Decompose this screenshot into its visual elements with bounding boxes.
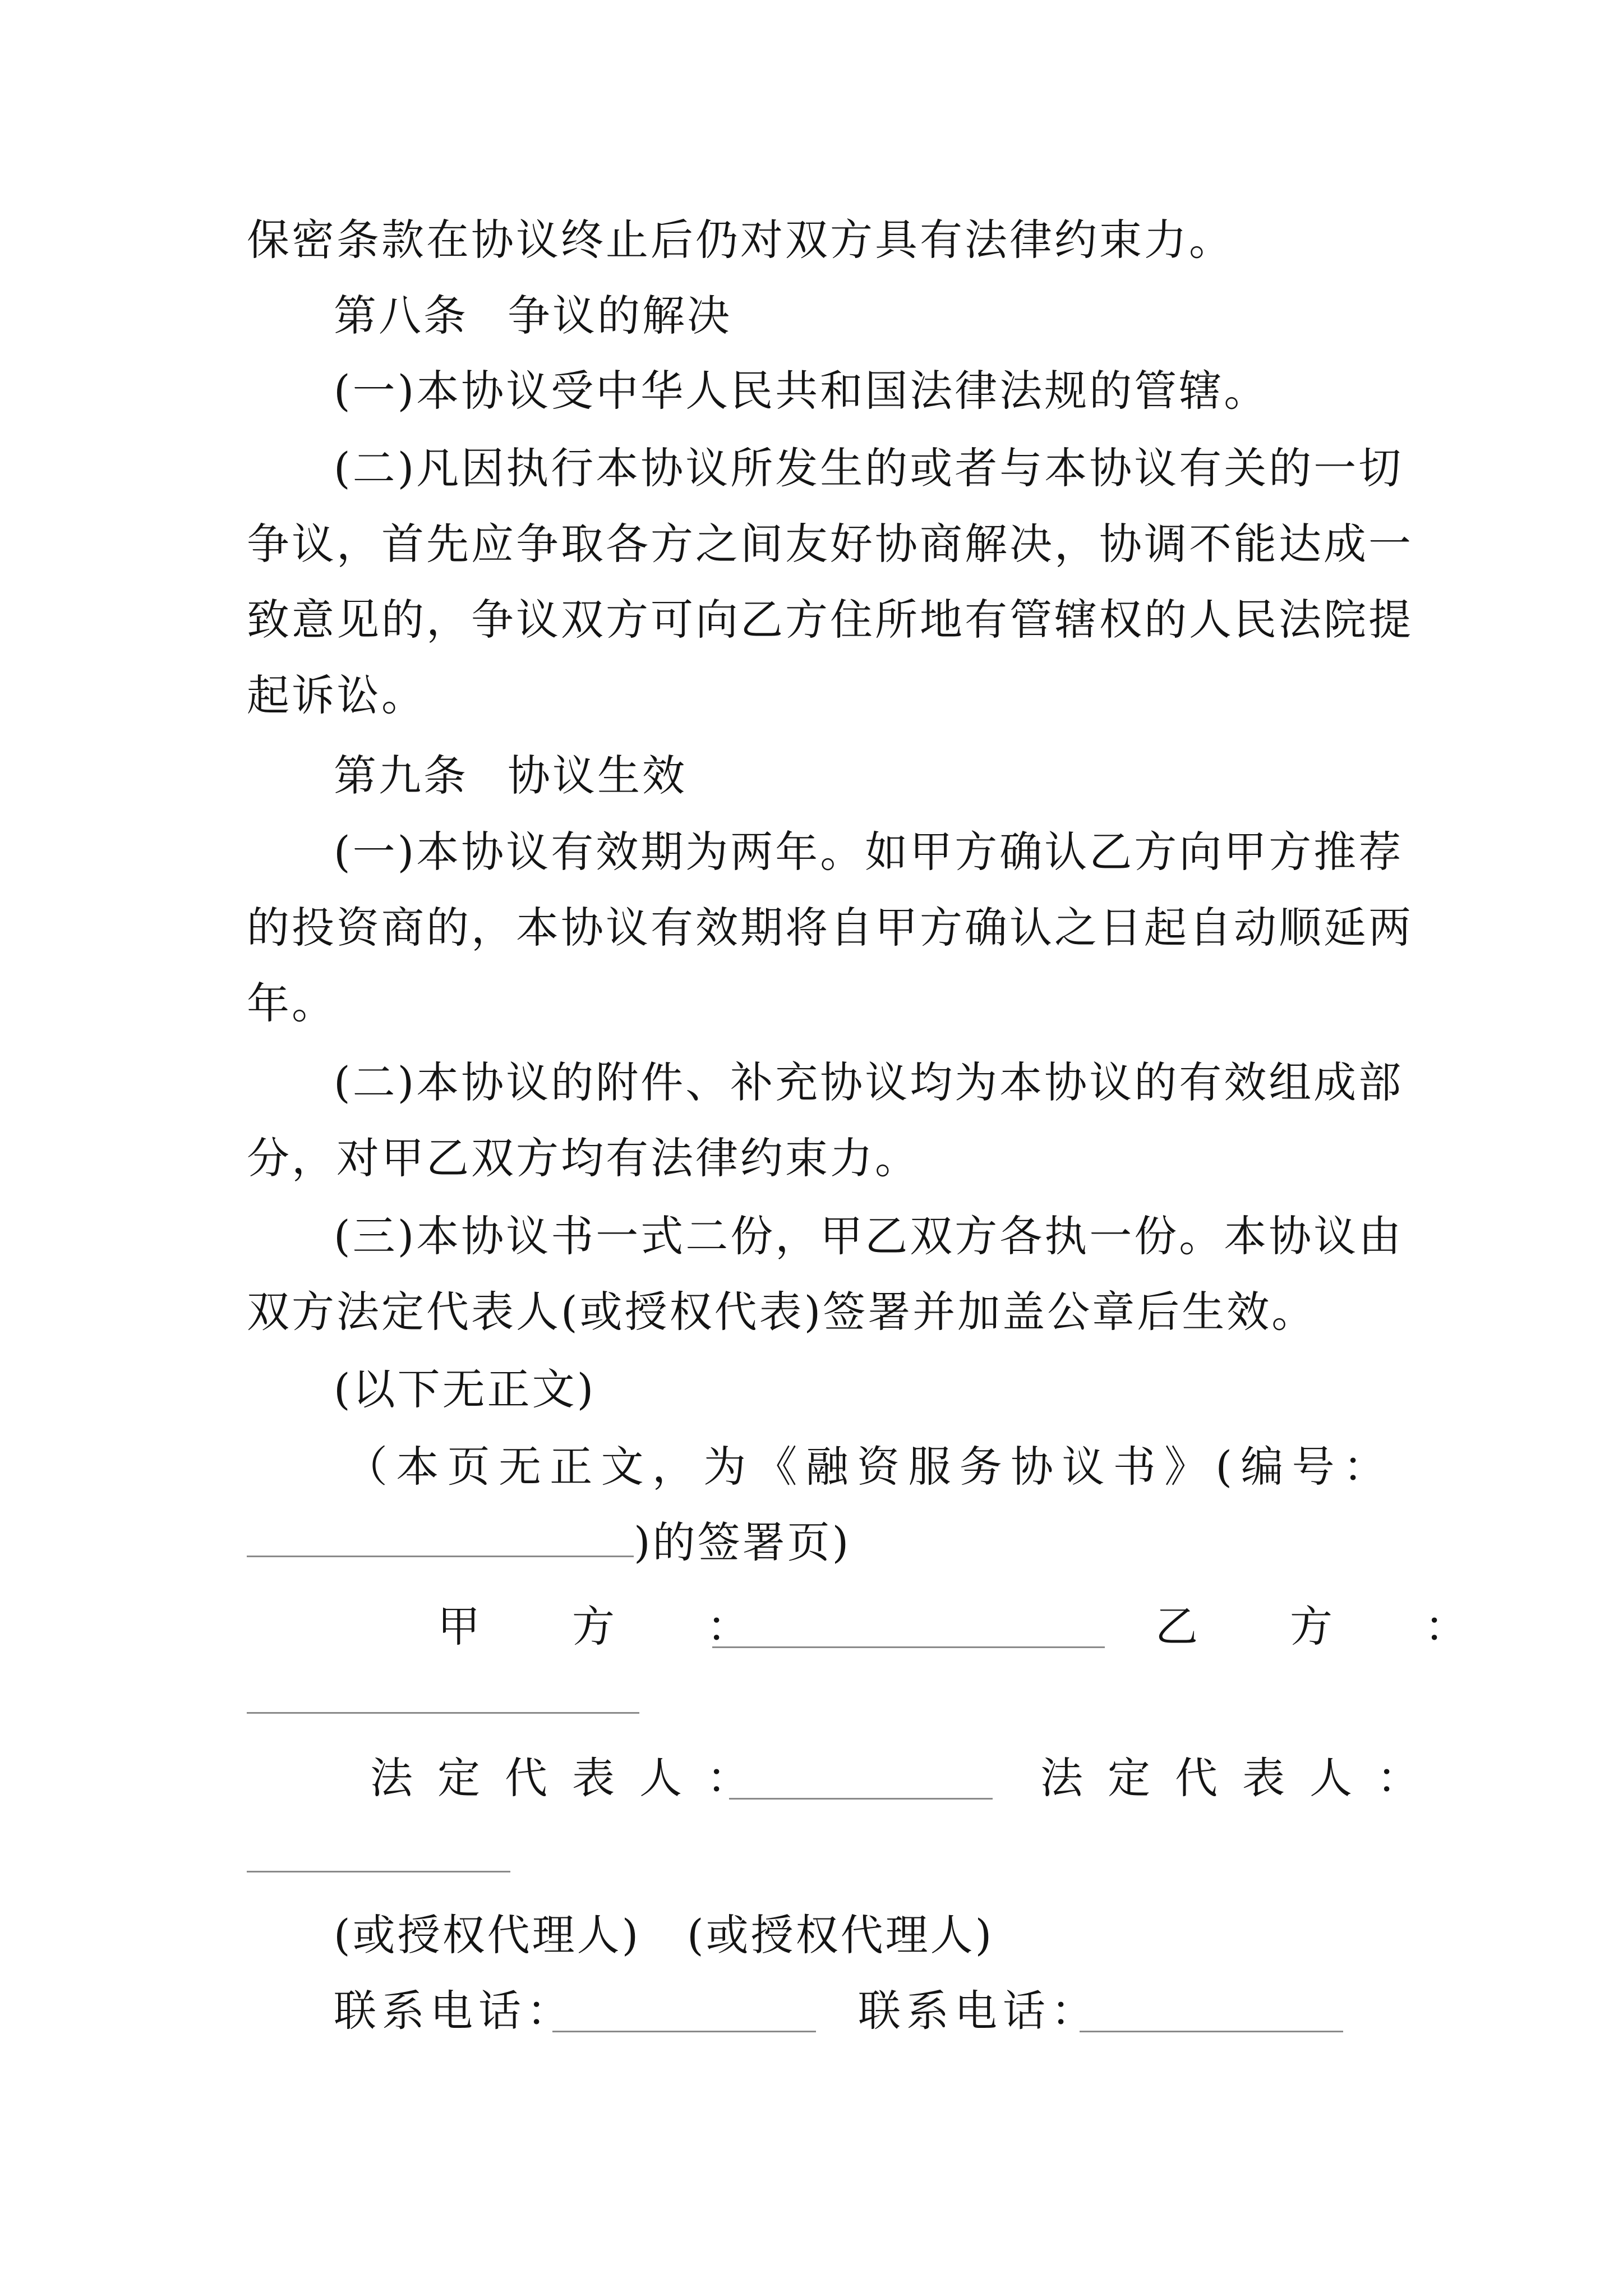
article-8-title: 争议的解决 xyxy=(508,291,732,341)
party-b-phone-blank xyxy=(1080,2031,1343,2032)
party-a-label: 甲 方 ： xyxy=(437,1602,774,1651)
article-9-para-2-line-1: (二)本协议的附件、补充协议均为本协议的有效组成部 xyxy=(334,1057,1404,1107)
agreement-number-blank xyxy=(247,1519,634,1557)
party-b-name-blank xyxy=(247,1712,639,1714)
party-a-phone-label: 联系电话： xyxy=(334,1986,575,2036)
party-b-representative-blank xyxy=(247,1871,510,1872)
article-9-para-3-line-2: 双方法定代表人(或授权代表)签署并加盖公章后生效。 xyxy=(247,1287,1317,1337)
party-a-name-blank xyxy=(712,1646,1105,1648)
article-9-title: 协议生效 xyxy=(508,751,687,800)
signature-page-note-line-1: （本页无正文，为《融资服务协议书》(编号： xyxy=(345,1442,1388,1492)
party-a-representative-label: 法定代表人： xyxy=(370,1753,774,1803)
article-8-heading xyxy=(334,288,1391,344)
signature-page-note-suffix: )的签署页) xyxy=(634,1517,851,1567)
signature-page-note-line-2 xyxy=(247,1515,1391,1571)
article-9-para-3-line-1: (三)本协议书一式二份，甲乙双方各执一份。本协议由 xyxy=(334,1211,1404,1261)
party-a-representative-blank xyxy=(729,1798,993,1800)
party-a-agent-note: (或授权代理人) xyxy=(334,1910,641,1960)
party-b-label: 乙 方 ： xyxy=(1155,1602,1492,1651)
article-9-para-1-line-3: 年。 xyxy=(247,978,336,1028)
article-9-heading xyxy=(334,748,1391,804)
article-9-para-1-line-2: 的投资商的，本协议有效期将自甲方确认之日起自动顺延两 xyxy=(247,903,1413,953)
party-b-agent-note: (或授权代理人) xyxy=(687,1910,994,1960)
party-b-representative-label: 法定代表人： xyxy=(1040,1753,1444,1803)
article-8-number: 第八条 xyxy=(334,291,468,341)
article-8-para-2-line-4: 起诉讼。 xyxy=(247,670,426,720)
party-a-phone-blank xyxy=(552,2031,816,2032)
no-body-text-note: (以下无正文) xyxy=(334,1364,596,1414)
confidentiality-clause-end: 保密条款在协议终止后仍对双方具有法律约束力。 xyxy=(247,215,1234,265)
article-9-para-2-line-2: 分，对甲乙双方均有法律约束力。 xyxy=(247,1133,920,1183)
article-9-number: 第九条 xyxy=(334,751,468,800)
article-8-para-2-line-2: 争议，首先应争取各方之间友好协商解决，协调不能达成一 xyxy=(247,519,1413,569)
article-8-para-2-line-1: (二)凡因执行本协议所发生的或者与本协议有关的一切 xyxy=(334,443,1404,493)
article-8-para-1: (一)本协议受中华人民共和国法律法规的管辖。 xyxy=(334,366,1269,416)
article-8-para-2-line-3: 致意见的，争议双方可向乙方住所地有管辖权的人民法院提 xyxy=(247,595,1413,645)
article-9-para-1-line-1: (一)本协议有效期为两年。如甲方确认乙方向甲方推荐 xyxy=(334,827,1404,877)
party-b-phone-label: 联系电话： xyxy=(858,1986,1099,2036)
